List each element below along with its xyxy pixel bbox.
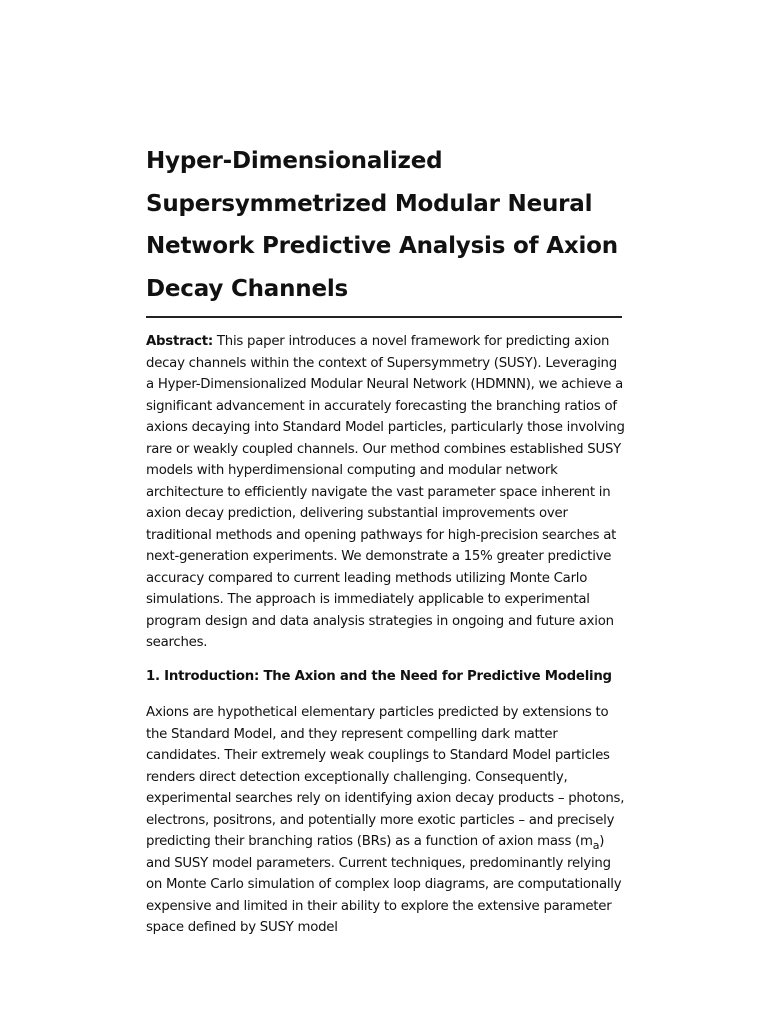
paper-page <box>146 140 626 939</box>
introduction-text-part-2: ) and SUSY model parameters. Current techniques, predominantly relying on Monte Carlo simulation of complex loop diagrams, are computationally expensive and limited in their ability to explore the extensive parameter space defined by SUSY model <box>146 834 622 935</box>
introduction-paragraph <box>146 702 626 939</box>
abstract-text: This paper introduces a novel framework for predicting axion decay channels within the context of Supersymmetry (SUSY). Leveraging a Hyper-Dimensionalized Modular Neural Network (HDMNN), we achieve a significant advancement in accurately forecasting the branching ratios of axions decaying into Standard Model particles, particularly those involving rare or weakly coupled channels. Our method combines established SUSY models with hyperdimensional computing and modular network architecture to efficiently navigate the vast parameter space inherent in axion decay prediction, delivering substantial improvements over traditional methods and opening pathways for high-precision searches at next-generation experiments. We demonstrate a 15% greater predictive accuracy compared to current leading methods utilizing Monte Carlo simulations. The approach is immediately applicable to experimental program design and data analysis strategies in ongoing and future axion searches. <box>146 334 625 650</box>
paper-title: Hyper-Dimensionalized Supersymmetrized Modular Neural Network Predictive Analysis of Axion Decay Channels <box>146 148 618 302</box>
section-heading-introduction: 1. Introduction: The Axion and the Need for Predictive Modeling <box>146 668 612 684</box>
axion-mass-subscript: a <box>592 839 600 852</box>
title-divider <box>146 316 622 318</box>
abstract-label: Abstract: <box>146 334 213 349</box>
introduction-text-part-1: Axions are hypothetical elementary particles predicted by extensions to the Standard Model, and they represent compelling dark matter candidates. Their extremely weak couplings to Standard Model particles renders direct detection exceptionally challenging. Consequently, experimental searches rely on identifying axion decay products – photons, electrons, positrons, and potentially more exotic particles – and precisely predicting their branching ratios (BRs) as a function of axion mass (m <box>146 705 625 849</box>
abstract-paragraph <box>146 331 626 654</box>
